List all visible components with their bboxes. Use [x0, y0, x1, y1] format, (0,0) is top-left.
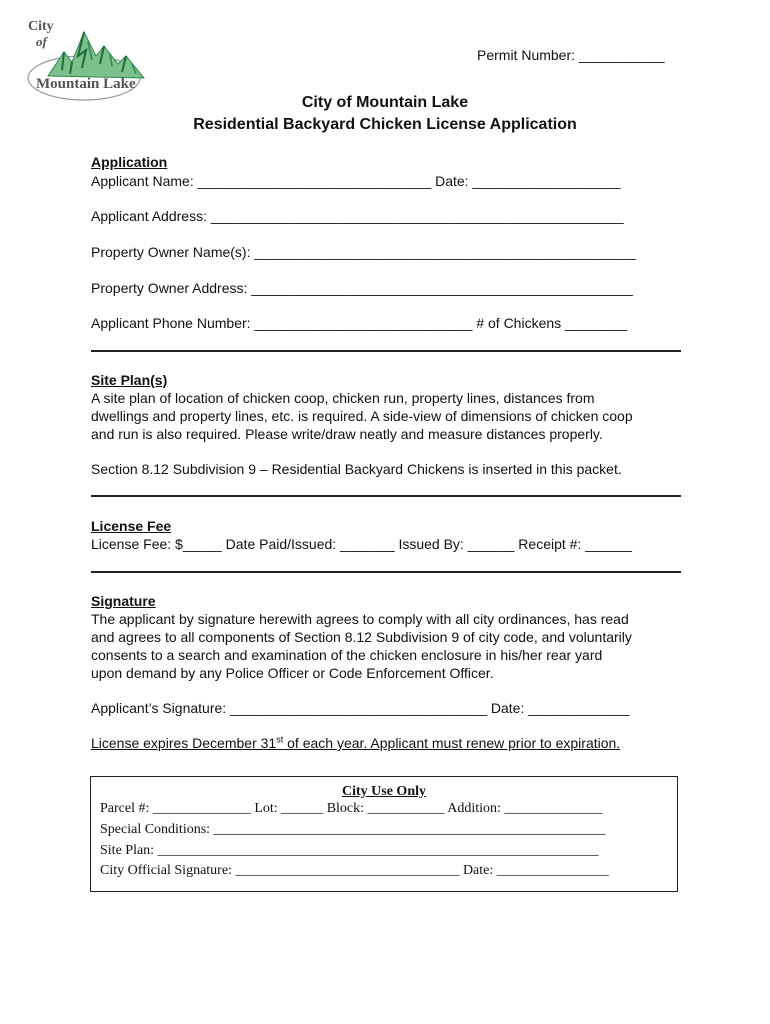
site-plan-text: [91, 389, 691, 443]
license-fee-fields[interactable]: License Fee: $_____ Date Paid/Issued: _______ Issued By: ______ Receipt #: ______: [91, 536, 632, 552]
page-subtitle: Residential Backyard Chicken License Application: [193, 116, 577, 133]
mountain-logo-icon: [26, 16, 156, 106]
site-plan-heading: Site Plan(s): [91, 372, 168, 388]
official-signature-field[interactable]: City Official Signature: ________________________________ Date: ________________: [100, 863, 609, 878]
signature-text: [91, 610, 691, 682]
section-divider: [91, 495, 681, 497]
logo-name-text: Mountain Lake: [36, 76, 136, 92]
owner-names-field[interactable]: Property Owner Name(s): _________________________________________________: [91, 244, 636, 260]
expiration-sup: st: [276, 734, 284, 745]
section-divider: [91, 571, 681, 573]
city-logo: [26, 16, 156, 106]
logo-city-text: City: [28, 19, 54, 34]
signature-line-text: and agrees to all components of Section 8.12 Subdivision 9 of city code, and voluntarily: [91, 629, 632, 645]
page-title: City of Mountain Lake: [301, 94, 469, 111]
expiration-text: License expires December 31: [91, 735, 277, 751]
site-plan-field[interactable]: Site Plan: _______________________________________________________________: [100, 843, 599, 858]
signature-line-text: upon demand by any Police Officer or Code Enforcement Officer.: [91, 665, 494, 681]
license-fee-heading: License Fee: [91, 518, 172, 534]
applicant-name-field[interactable]: Applicant Name: ______________________________ Date: ___________________: [91, 173, 621, 189]
city-use-title: City Use Only: [342, 784, 426, 799]
parcel-fields[interactable]: Parcel #: ______________ Lot: ______ Block: ___________ Addition: ______________: [100, 801, 603, 816]
section-divider: [91, 350, 681, 352]
special-conditions-field[interactable]: Special Conditions: ________________________________________________________: [100, 822, 606, 837]
expiration-text-rest: of each year. Applicant must renew prior to expiration.: [283, 735, 621, 751]
applicant-address-field[interactable]: Applicant Address: _____________________________________________________: [91, 208, 624, 224]
site-plan-line: A site plan of location of chicken coop, chicken run, property lines, distances from: [91, 390, 595, 406]
owner-address-field[interactable]: Property Owner Address: _________________________________________________: [91, 280, 633, 296]
logo-of-text: of: [36, 34, 47, 49]
permit-number-field[interactable]: Permit Number: ___________: [477, 47, 665, 63]
signature-line-text: The applicant by signature herewith agrees to comply with all city ordinances, has read: [91, 611, 629, 627]
signature-line-text: consents to a search and examination of the chicken enclosure in his/her rear yard: [91, 647, 603, 663]
applicant-signature-field[interactable]: Applicant’s Signature: _________________________________ Date: _____________: [91, 700, 630, 716]
site-plan-line: dwellings and property lines, etc. is required. A side-view of dimensions of chicken coop: [91, 408, 633, 424]
section-note: Section 8.12 Subdivision 9 – Residential Backyard Chickens is inserted in this packet.: [91, 461, 622, 477]
signature-heading: Signature: [91, 593, 156, 609]
application-heading: Application: [91, 154, 168, 170]
phone-chickens-field[interactable]: Applicant Phone Number: ____________________________ # of Chickens ________: [91, 315, 628, 331]
site-plan-line: and run is also required. Please write/draw neatly and measure distances properly.: [91, 426, 603, 442]
expiration-notice: [91, 735, 620, 751]
city-use-box: [90, 776, 678, 892]
